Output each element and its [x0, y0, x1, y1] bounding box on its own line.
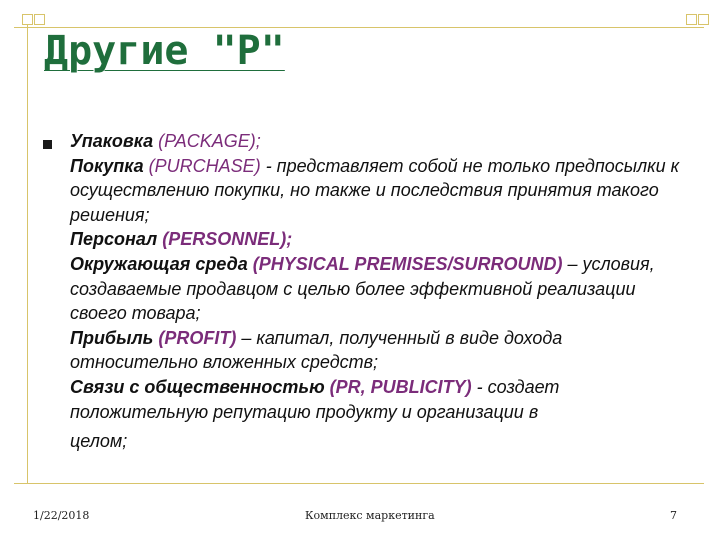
- english-code: PHYSICAL PREMISES/SURROUND: [258, 253, 557, 274]
- footer-title: Комплекс маркетинга: [305, 509, 435, 522]
- corner-square-decoration: [22, 14, 33, 25]
- term: Упаковка: [70, 131, 154, 151]
- term: Покупка: [70, 155, 144, 176]
- bullet-paragraph: [70, 129, 690, 454]
- english-code: PERSONNEL: [168, 229, 281, 250]
- corner-square-decoration: [34, 14, 45, 25]
- slide-title: Другие "Р": [44, 28, 285, 74]
- description: – капитал, полученный в виде дохода относительно вложенных средств;: [70, 327, 563, 373]
- term: Персонал: [70, 229, 158, 250]
- item-personnel: Персонал (PERSONNEL);: [70, 229, 293, 250]
- description: - создает положительную репутацию продукту и организации в: [70, 376, 560, 422]
- term: Окружающая среда: [70, 253, 248, 274]
- corner-square-decoration: [698, 14, 709, 25]
- description: – условия, создаваемые продавцом с целью более эффективной реализации своего товара;: [70, 253, 655, 324]
- page-number: 7: [670, 509, 677, 522]
- item-physical-premises: Окружающая среда (PHYSICAL PREMISES/SURROUND) – условия, создаваемые продавцом с целью более эффективной реализации своего товара;: [70, 253, 655, 324]
- english-code: PR, PUBLICITY: [335, 376, 466, 397]
- term: Связи с общественностью: [70, 376, 325, 397]
- item-profit: Прибыль (PROFIT) – капитал, полученный в виде дохода относительно вложенных средств;: [70, 327, 563, 373]
- item-purchase: Покупка (PURCHASE) - представляет собой не только предпосылки к осуществлению покупки, но также и последствия принятия такого решения;: [70, 155, 680, 225]
- corner-square-decoration: [686, 14, 697, 25]
- footer-date: 1/22/2018: [33, 509, 90, 522]
- english-code: PROFIT: [164, 327, 231, 348]
- description: - представляет собой не только предпосылки к осуществлению покупки, но также и последствия принятия такого решения;: [70, 155, 680, 225]
- item-package: Упаковка (PACKAGE);: [70, 131, 261, 151]
- item-pr-publicity: Связи с общественностью (PR, PUBLICITY) - создает положительную репутацию продукту и организации в: [70, 376, 560, 422]
- frame-bottom-line: [14, 483, 704, 484]
- square-bullet-icon: [43, 140, 52, 149]
- frame-vertical-line: [27, 14, 28, 484]
- english-code: PURCHASE: [154, 155, 255, 176]
- english-code: PACKAGE: [164, 131, 250, 151]
- closing-line: целом;: [70, 431, 128, 452]
- bullet-text-block: [70, 129, 690, 454]
- term: Прибыль: [70, 327, 154, 348]
